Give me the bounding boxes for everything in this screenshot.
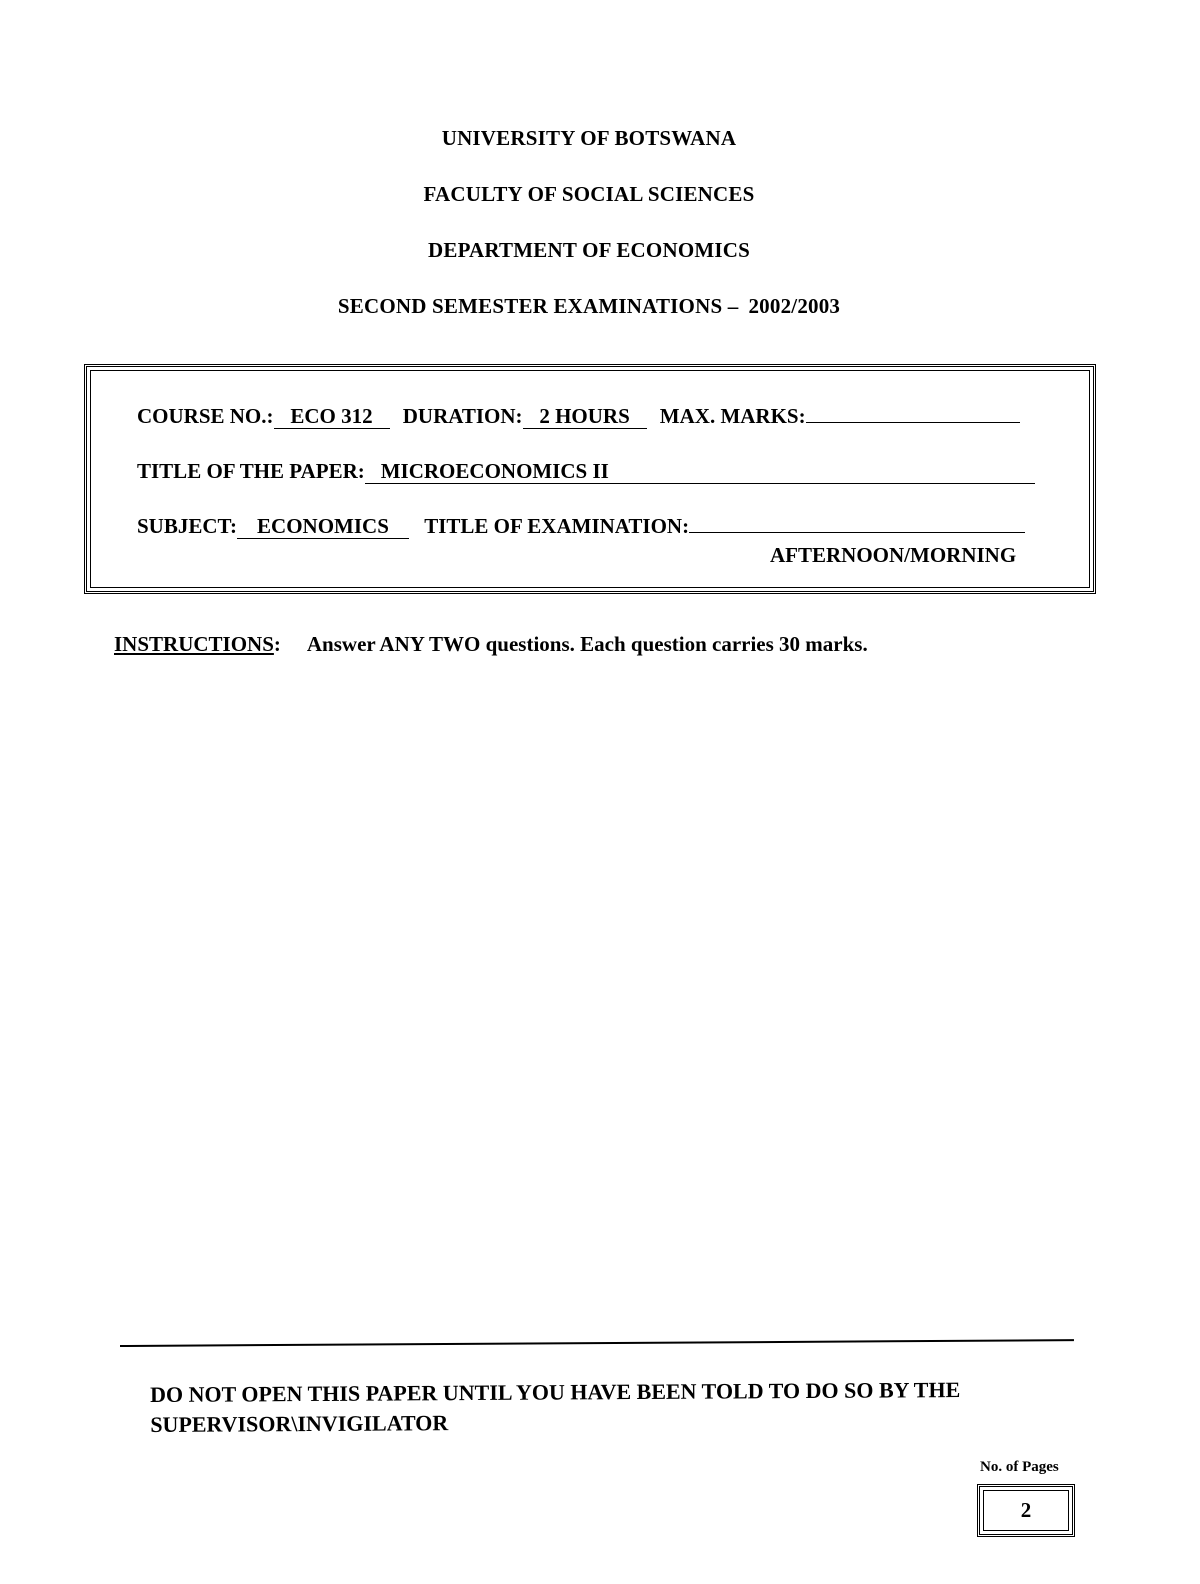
course-no-value: ECO 312 [274, 404, 390, 429]
university-title: UNIVERSITY OF BOTSWANA [441, 126, 737, 150]
pages-count: 2 [983, 1490, 1069, 1531]
department-title: DEPARTMENT OF ECONOMICS [428, 238, 750, 262]
instructions-text: Answer ANY TWO questions. Each question carries 30 marks. [306, 632, 868, 656]
paper-title-label: TITLE OF THE PAPER: [137, 459, 365, 483]
exam-title [0, 294, 1178, 319]
subject-value: ECONOMICS [237, 514, 409, 539]
subject-label: SUBJECT: [137, 514, 237, 538]
warning-line-2: SUPERVISOR\INVIGILATOR [150, 1410, 449, 1437]
max-marks-value [806, 422, 1020, 423]
max-marks-label: MAX. MARKS: [659, 404, 806, 428]
paper-title-value: MICROECONOMICS II [365, 459, 1035, 484]
duration-label: DURATION: [402, 404, 523, 428]
exam-label: SECOND SEMESTER EXAMINATIONS – [337, 294, 739, 318]
warning-notice [150, 1375, 961, 1440]
pages-label: No. of Pages [980, 1459, 1059, 1475]
exam-year: 2002/2003 [748, 294, 841, 318]
subject-row [137, 513, 1025, 539]
duration-value: 2 HOURS [523, 404, 647, 429]
exam-title-label: TITLE OF EXAMINATION: [424, 514, 690, 538]
instructions-colon: : [273, 632, 281, 656]
faculty-title: FACULTY OF SOCIAL SCIENCES [423, 182, 755, 206]
bottom-divider [120, 1339, 1074, 1347]
exam-title-value [689, 532, 1025, 533]
instructions [114, 632, 868, 657]
pages-box [977, 1484, 1075, 1537]
course-row [137, 403, 1020, 429]
session-text: AFTERNOON/MORNING [770, 543, 1017, 567]
warning-line-1: DO NOT OPEN THIS PAPER UNTIL YOU HAVE BEEN TOLD TO DO SO BY THE [150, 1377, 961, 1407]
course-no-label: COURSE NO.: [137, 404, 274, 428]
instructions-label: INSTRUCTIONS [114, 632, 274, 656]
paper-title-row [137, 458, 1035, 484]
